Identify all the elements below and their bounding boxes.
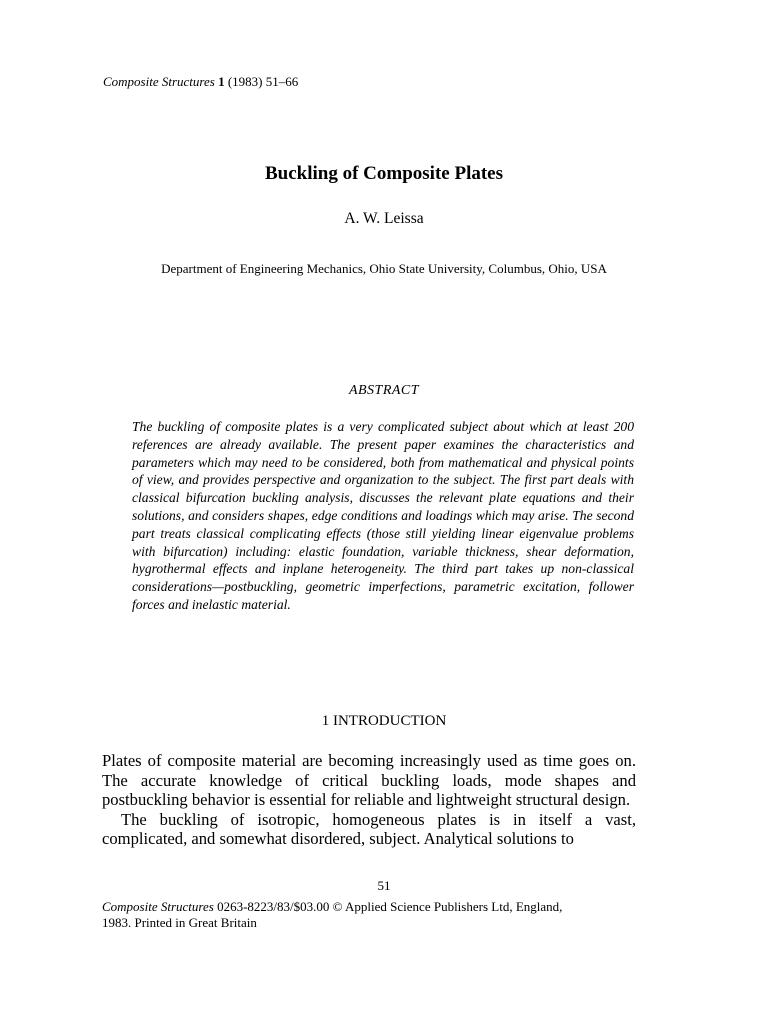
- footer-journal: Composite Structures: [102, 899, 214, 914]
- section-heading-introduction: 1 INTRODUCTION: [321, 713, 447, 729]
- body-paragraph: The buckling of isotropic, homogeneous plates is in itself a vast, complicated, and somewhat disordered, subject. Analytical solutions to: [102, 809, 636, 849]
- page-number: 51: [377, 878, 391, 893]
- abstract-text: The buckling of composite plates is a very complicated subject about which at least 200 references are already available. The present paper examines the characteristics and parameters which may need to be considered, both from mathematical and physical points of view, and provides perspective and organization to the subject. The first part deals with classical bifurcation buckling analysis, discusses the relevant plate equations and their solutions, and considers shapes, edge conditions and loadings which may arise. The second part treats classical complicating effects (those still yielding linear eigenvalue problems with bifurcation) including: elastic foundation, variable thickness, shear deformation, hygrothermal effects and inplane heterogeneity. The third part takes up non-classical considerations—postbuckling, geometric imperfections, parametric excitation, follower forces and inelastic material.: [132, 419, 634, 612]
- paper-author: A. W. Leissa: [344, 210, 424, 227]
- abstract-heading: ABSTRACT: [348, 383, 420, 398]
- body-paragraph: Plates of composite material are becoming increasingly used as time goes on. The accurate knowledge of critical buckling loads, mode shapes and postbuckling behavior is essential for reliable and lightweight structural design.: [102, 751, 636, 810]
- journal-reference: [103, 74, 298, 90]
- footer-line-2: 1983. Printed in Great Britain: [102, 915, 257, 930]
- introduction-body: [102, 751, 636, 849]
- author-affiliation: Department of Engineering Mechanics, Ohio State University, Columbus, Ohio, USA: [161, 261, 607, 276]
- journal-volume: 1: [218, 74, 225, 89]
- journal-name: Composite Structures: [103, 74, 215, 89]
- footer-copyright: [102, 899, 642, 931]
- journal-year-pages: (1983) 51–66: [227, 74, 299, 89]
- paper-title: Buckling of Composite Plates: [264, 163, 504, 184]
- footer-issn-copyright: 0263-8223/83/$03.00 © Applied Science Publishers Ltd, England,: [217, 899, 563, 914]
- footer-line-1: [102, 899, 642, 915]
